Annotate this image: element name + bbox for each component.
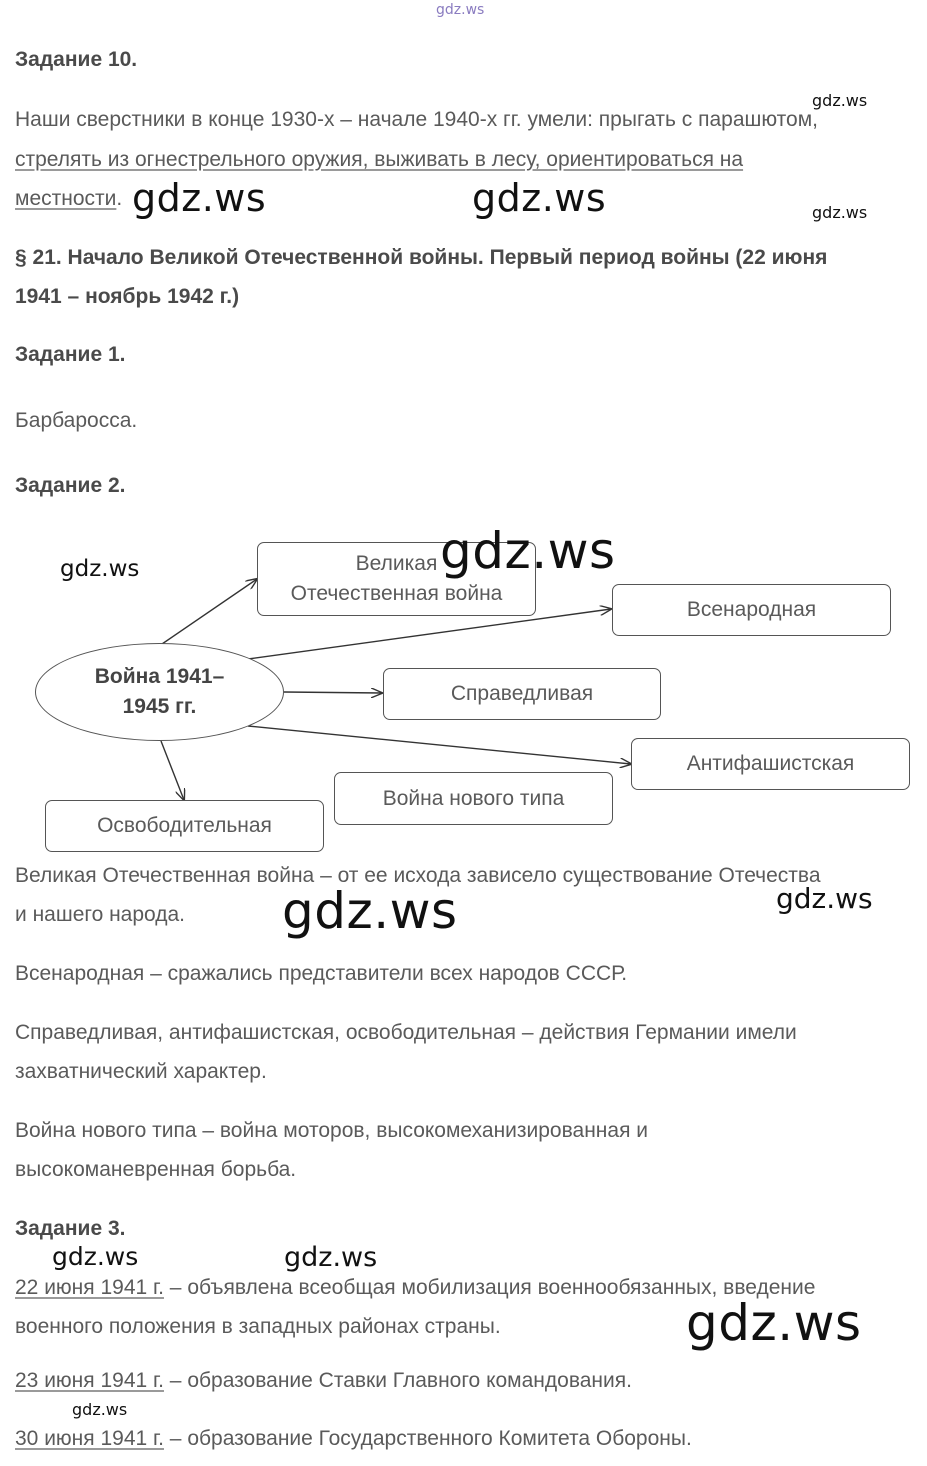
task1-answer: Барбаросса. <box>15 409 138 432</box>
node-new-type: Война нового типа <box>334 772 613 825</box>
arrow-to-nationwide <box>248 609 611 659</box>
node-just: Справедливая <box>383 668 661 720</box>
task10-text-line-3-end: . <box>116 187 123 210</box>
task3-item-3 <box>15 1426 692 1452</box>
watermark: gdz.ws <box>812 91 868 110</box>
task2-heading: Задание 2. <box>15 474 126 497</box>
watermark: gdz.ws <box>72 1400 128 1419</box>
task3-item-1-date: 22 июня 1941 г. <box>15 1276 164 1299</box>
task3-item-2 <box>15 1368 632 1394</box>
node-center-line-2: 1945 гг. <box>122 695 197 718</box>
section-heading-line-1: § 21. Начало Великой Отечественной войны. Первый период войны (22 июня <box>15 246 828 269</box>
watermark: gdz.ws <box>686 1294 862 1352</box>
task2-explanation-1-line-1: Великая Отечественная война – от ее исхода зависело существование Отечества <box>15 864 821 887</box>
node-great-patriotic-line-1: Великая <box>355 552 438 575</box>
watermark: gdz.ws <box>776 882 873 915</box>
watermark: gdz.ws <box>132 176 267 220</box>
task2-explanation-3-line-1: Справедливая, антифашистская, освободительная – действия Германии имели <box>15 1021 797 1044</box>
watermark-top: gdz.ws <box>436 2 485 18</box>
task2-explanation-1-line-2: и нашего народа. <box>15 903 186 926</box>
task10-text-line-3-underlined: местности <box>15 187 117 210</box>
task3-item-2-text: – образование Ставки Главного командования. <box>163 1369 632 1392</box>
task2-explanation-4-line-1: Война нового типа – война моторов, высокомеханизированная и <box>15 1119 649 1142</box>
task10-text-line-2: стрелять из огнестрельного оружия, выживать в лесу, ориентироваться на <box>15 148 744 171</box>
task2-explanation-2: Всенародная – сражались представители всех народов СССР. <box>15 962 628 985</box>
task3-item-2-date: 23 июня 1941 г. <box>15 1369 164 1392</box>
watermark: gdz.ws <box>282 882 458 940</box>
task10-heading: Задание 10. <box>15 48 138 71</box>
node-center-war <box>35 643 284 741</box>
watermark: gdz.ws <box>472 176 607 220</box>
task3-item-3-date: 30 июня 1941 г. <box>15 1427 164 1450</box>
task3-item-1-line-2: военного положения в западных районах страны. <box>15 1315 501 1338</box>
node-liberation: Освободительная <box>45 800 324 852</box>
watermark: gdz.ws <box>284 1242 378 1273</box>
node-center-line-1: Война 1941– <box>94 665 225 688</box>
arrow-to-liberation <box>161 741 184 800</box>
watermark: gdz.ws <box>52 1242 139 1271</box>
task3-item-1-text: – объявлена всеобщая мобилизация военнообязанных, введение <box>163 1276 816 1299</box>
node-great-patriotic-line-2: Отечественная война <box>290 582 503 605</box>
node-nationwide: Всенародная <box>612 584 891 636</box>
watermark: gdz.ws <box>812 203 868 222</box>
section-heading-line-2: 1941 – ноябрь 1942 г.) <box>15 285 240 308</box>
task2-explanation-3-line-2: захватнический характер. <box>15 1060 267 1083</box>
task3-item-3-text: – образование Государственного Комитета Обороны. <box>163 1427 692 1450</box>
node-antifascist: Антифашистская <box>631 738 910 790</box>
task10-text-line-1: Наши сверстники в конце 1930-х – начале 1940-х гг. умели: прыгать с парашютом, <box>15 108 818 131</box>
watermark: gdz.ws <box>440 522 616 580</box>
task1-heading: Задание 1. <box>15 343 126 366</box>
arrow-to-great-patriotic <box>162 579 257 644</box>
watermark: gdz.ws <box>60 556 140 582</box>
arrow-to-just <box>284 692 382 693</box>
arrow-to-antifascist <box>248 726 631 764</box>
task2-explanation-4-line-2: высокоманевренная борьба. <box>15 1158 297 1181</box>
task3-heading: Задание 3. <box>15 1217 126 1240</box>
